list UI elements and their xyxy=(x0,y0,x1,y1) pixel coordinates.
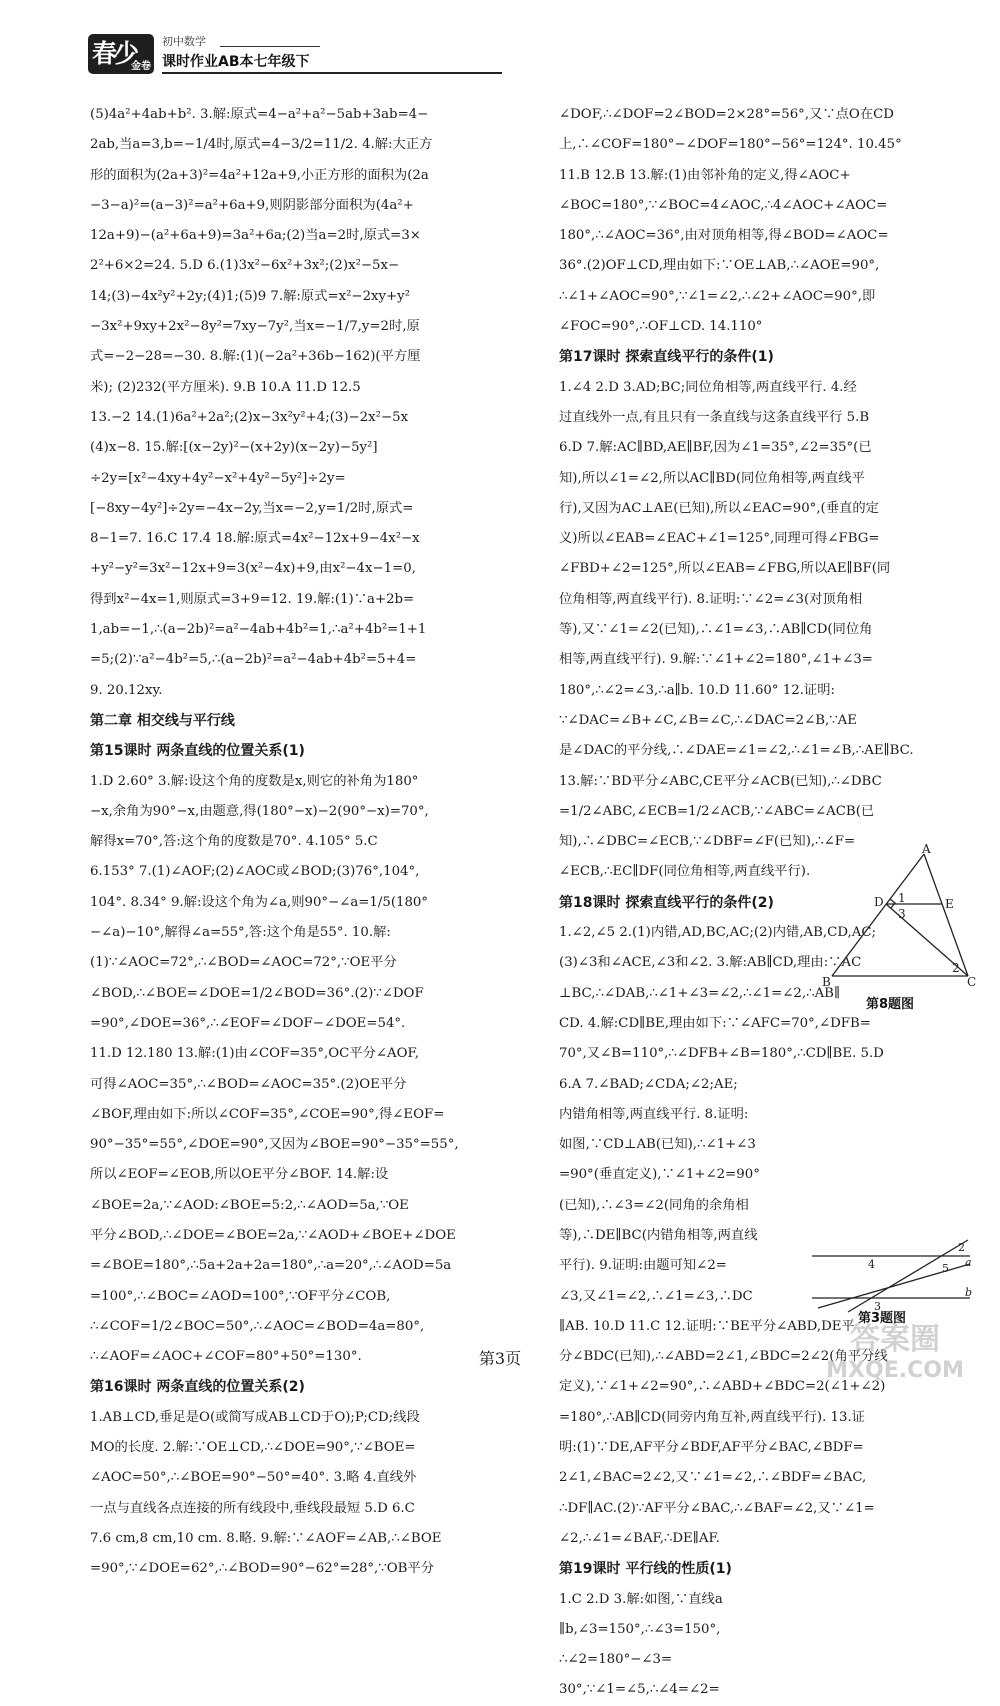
answer-line: 12a+9)−(a²+6a+9)=3a²+6a;(2)当a=2时,原式=3× xyxy=(90,228,421,244)
fig3-caption: 第3题图 xyxy=(858,1311,907,1326)
watermark-text: 答案圈 xyxy=(850,1322,940,1357)
header-underline xyxy=(162,72,502,74)
answer-line: 9. 20.12xy. xyxy=(90,682,163,698)
answer-line: 1.∠4 2.D 3.AD;BC;同位角相等,两直线平行. 4.经 xyxy=(559,379,857,395)
answer-line: ∴∠COF=1/2∠BOC=50°,∴∠AOC=∠BOD=4a=80°, xyxy=(90,1318,425,1334)
answer-line: −3x²+9xy+2x²−8y²=7xy−7y²,当x=−1/7,y=2时,原 xyxy=(90,319,420,335)
section-heading: 第18课时 探索直线平行的条件(2) xyxy=(559,894,774,911)
answer-line: 所以∠EOF=∠EOB,所以OE平分∠BOF. 14.解:设 xyxy=(90,1167,389,1183)
section-heading: 第17课时 探索直线平行的条件(1) xyxy=(559,349,774,366)
answer-line: 90°−35°=55°,∠DOE=90°,又因为∠BOE=90°−35°=55°, xyxy=(90,1137,459,1153)
answer-line: 6.D 7.解:AC∥BD,AE∥BF,因为∠1=35°,∠2=35°(已 xyxy=(559,440,872,456)
answer-line: 36°.(2)OF⊥CD,理由如下:∵OE⊥AB,∴∠AOE=90°, xyxy=(559,258,880,274)
answer-line: (已知),∴∠3=∠2(同角的余角相 xyxy=(559,1197,749,1213)
answer-line: 13.解:∵BD平分∠ABC,CE平分∠ACB(已知),∴∠DBC xyxy=(559,773,882,789)
answer-line: 是∠DAC的平分线,∴∠DAE=∠1=∠2,∴∠1=∠B,∴AE∥BC. xyxy=(559,743,914,759)
section-heading: 第19课时 平行线的性质(1) xyxy=(559,1561,732,1578)
fig8-label: C xyxy=(967,975,977,989)
answer-line: (3)∠3和∠ACE,∠3和∠2. 3.解:AB∥CD,理由:∵AC xyxy=(559,955,862,971)
answer-line: ∠FOC=90°,∴OF⊥CD. 14.110° xyxy=(559,319,763,335)
answer-line: 一点与直线各点连接的所有线段中,垂线段最短 5.D 6.C xyxy=(90,1500,415,1516)
header xyxy=(88,30,508,76)
header-rule xyxy=(220,46,320,47)
answer-line: =∠BOE=180°,∴5a+2a+2a=180°,∴a=20°,∴∠AOD=5a xyxy=(90,1258,452,1274)
book-title: 课时作业AB本七年级下 xyxy=(162,54,310,70)
answer-line: 等),∴DE∥BC(内错角相等,两直线 xyxy=(559,1227,758,1243)
fig8-caption: 第8题图 xyxy=(866,997,915,1012)
fig3-label: 4 xyxy=(868,1258,875,1271)
answer-line: 2ab,当a=3,b=−1/4时,原式=4−3/2=11/2. 4.解:大正方 xyxy=(90,137,433,153)
answer-line: =180°,∴AB∥CD(同旁内角互补,两直线平行). 13.证 xyxy=(559,1409,865,1425)
fig8-label: 1 xyxy=(898,891,906,905)
answer-line: 位角相等,两直线平行). 8.证明:∵∠2=∠3(对顶角相 xyxy=(559,591,863,607)
answer-line: 米); (2)232(平方厘米). 9.B 10.A 11.D 12.5 xyxy=(90,379,361,395)
answer-line: 平分∠BOD,∴∠DOE=∠BOE=2a,∵∠AOD+∠BOE+∠DOE xyxy=(90,1227,456,1243)
answer-line: =100°,∴∠BOC=∠AOD=100°,∵OF平分∠COB, xyxy=(90,1288,391,1304)
answer-line: =1/2∠ABC,∠ECB=1/2∠ACB,∵∠ABC=∠ACB(已 xyxy=(559,803,875,819)
fig3-transversal-1 xyxy=(848,1240,968,1312)
fig3-label: 2 xyxy=(958,1241,965,1254)
answer-line: CD. 4.解:CD∥BE,理由如下:∵∠AFC=70°,∠DFB= xyxy=(559,1015,871,1031)
answer-line: 形的面积为(2a+3)²=4a²+12a+9,小正方形的面积为(2a xyxy=(90,167,429,183)
fig8-line-ab xyxy=(832,854,924,976)
answer-line: 行),又因为AC⊥AE(已知),所以∠EAC=90°,(垂直的定 xyxy=(559,500,879,516)
answer-line: 14;(3)−4x²y²+2y;(4)1;(5)9 7.解:原式=x²−2xy+y² xyxy=(90,288,411,304)
answer-line: ∴∠AOF=∠AOC+∠COF=80°+50°=130°. xyxy=(90,1349,362,1365)
logo-text: 春少 xyxy=(92,39,137,68)
answer-line: =5;(2)∵a²−4b²=5,∴(a−2b)²=a²−4ab+4b²=5+4= xyxy=(90,652,417,668)
answer-line: 上,∴∠COF=180°−∠DOF=180°−56°=124°. 10.45° xyxy=(559,137,902,153)
answer-line: =90°,∵∠DOE=62°,∴∠BOD=90°−62°=28°,∵OB平分 xyxy=(90,1561,435,1577)
answer-line: 104°. 8.34° 9.解:设这个角为∠a,则90°−∠a=1/5(180° xyxy=(90,894,429,910)
answer-line: 明:(1)∵DE,AF平分∠BDF,AF平分∠BAC,∠BDF= xyxy=(559,1440,864,1456)
answer-line: ∠BOC=180°,∵∠BOC=4∠AOC,∴4∠AOC+∠AOC= xyxy=(559,197,888,213)
answer-line: ∠ECB,∴EC∥DF(同位角相等,两直线平行). xyxy=(559,864,811,880)
answer-line: 70°,又∠B=110°,∴∠DFB+∠B=180°,∴CD∥BE. 5.D xyxy=(559,1046,884,1062)
fig8-label: E xyxy=(945,897,954,911)
section-heading: 第二章 相交线与平行线 xyxy=(90,712,235,729)
answer-line: ∠DOF,∴∠DOF=2∠BOD=2×28°=56°,又∵点O在CD xyxy=(559,107,894,122)
answer-line: 解得x=70°,答:这个角的度数是70°. 4.105° 5.C xyxy=(90,834,378,850)
answer-line: ∠FBD+∠2=125°,所以∠EAB=∠FBG,所以AE∥BF(同 xyxy=(559,561,891,577)
section-heading: 第16课时 两条直线的位置关系(2) xyxy=(90,1379,305,1396)
answer-line: 得到x²−4x=1,则原式=3+9=12. 19.解:(1)∵a+2b= xyxy=(90,591,415,607)
answer-line: −3−a)²=(a−3)²=a²+6a+9,则阴影部分面积为(4a²+ xyxy=(90,197,414,213)
answer-line: =90°(垂直定义),∵∠1+∠2=90° xyxy=(559,1167,760,1183)
page-number: 第3页 xyxy=(478,1349,522,1368)
answer-line: 1,ab=−1,∴(a−2b)²=a²−4ab+4b²=1,∴a²+4b²=1+1 xyxy=(90,622,427,638)
answer-line: ∠AOC=50°,∴∠BOE=90°−50°=40°. 3.略 4.直线外 xyxy=(90,1470,417,1486)
answer-line: 180°,∴∠AOC=36°,由对顶角相等,得∠BOD=∠AOC= xyxy=(559,228,889,244)
answer-line: 7.6 cm,8 cm,10 cm. 8.略. 9.解:∵∠AOF=∠AB,∴∠BOE xyxy=(90,1530,442,1546)
answer-line: 式=−2−28=−30. 8.解:(1)(−2a²+36b−162)(平方厘 xyxy=(90,349,421,365)
answer-line: ÷2y=[x²−4xy+4y²−x²+4y²−5y²]÷2y= xyxy=(90,470,346,486)
answer-line: +y²−y²=3x²−12x+9=3(x²−4x)+9,由x²−4x−1=0, xyxy=(90,561,416,577)
answer-line: [−8xy−4y²]÷2y=−4x−2y,当x=−2,y=1/2时,原式= xyxy=(90,500,414,516)
answer-line: 内错角相等,两直线平行. 8.证明: xyxy=(559,1106,749,1122)
logo xyxy=(88,34,154,74)
answer-line: ∴∠1+∠AOC=90°,∵∠1=∠2,∴∠2+∠AOC=90°,即 xyxy=(559,288,876,304)
watermark xyxy=(800,1310,990,1394)
answer-line: 2∠1,∠BAC=2∠2,又∵∠1=∠2,∴∠BDF=∠BAC, xyxy=(559,1470,867,1486)
fig8-label: B xyxy=(822,975,831,989)
answer-line: 可得∠AOC=35°,∴∠BOD=∠AOC=35°.(2)OE平分 xyxy=(90,1076,407,1092)
fig3-label: 5 xyxy=(942,1262,949,1275)
answer-line: ∴DF∥AC.(2)∵AF平分∠BAC,∴∠BAF=∠2,又∵∠1= xyxy=(559,1500,875,1516)
answer-line: 1.∠2,∠5 2.(1)内错,AD,BC,AC;(2)内错,AB,CD,AC; xyxy=(559,925,877,941)
answer-line: ∠BOD,∴∠BOE=∠DOE=1/2∠BOD=36°.(2)∵∠DOF xyxy=(90,985,424,1001)
answer-line: ∠BOF,理由如下:所以∠COF=35°,∠COE=90°,得∠EOF= xyxy=(90,1106,445,1122)
answer-line: (5)4a²+4ab+b². 3.解:原式=4−a²+a²−5ab+3ab=4− xyxy=(90,107,429,122)
answer-line: 相等,两直线平行). 9.解:∵∠1+∠2=180°,∠1+∠3= xyxy=(559,652,873,668)
fig8-label: D xyxy=(874,895,884,909)
answer-line: =90°,∠DOE=36°,∴∠EOF=∠DOF−∠DOE=54°. xyxy=(90,1015,406,1031)
answer-line: 1.AB⊥CD,垂足是O(或简写成AB⊥CD于O);P;CD;线段 xyxy=(90,1409,420,1425)
answer-line: 分∠BDC(已知),∴∠ABD=2∠1,∠BDC=2∠2(角平分线 xyxy=(559,1349,888,1365)
section-heading: 第15课时 两条直线的位置关系(1) xyxy=(90,743,305,760)
answer-line: 1.C 2.D 3.解:如图,∵直线a xyxy=(559,1591,723,1607)
answer-line: 11.D 12.180 13.解:(1)由∠COF=35°,OC平分∠AOF, xyxy=(90,1046,419,1062)
answer-line: 如图,∵CD⊥AB(已知),∴∠1+∠3 xyxy=(559,1137,756,1153)
fig3-label: a xyxy=(965,1256,972,1269)
answer-line: 6.153° 7.(1)∠AOF;(2)∠AOC或∠BOD;(3)76°,104°, xyxy=(90,864,420,880)
answer-line: ⊥BC,∴∠DAB,∴∠1+∠3=∠2,∴∠1=∠2,∴AB∥ xyxy=(559,985,841,1001)
subject-label: 初中数学 xyxy=(162,35,206,48)
answer-line: ∵∠DAC=∠B+∠C,∠B=∠C,∴∠DAC=2∠B,∵AE xyxy=(559,712,857,728)
answer-line: 过直线外一点,有且只有一条直线与这条直线平行 5.B xyxy=(559,409,870,425)
answer-line: 知),所以∠1=∠2,所以AC∥BD(同位角相等,两直线平 xyxy=(559,470,865,486)
fig3-label: 3 xyxy=(874,1300,881,1313)
fig3-label: b xyxy=(965,1286,973,1299)
fig8-label: A xyxy=(922,842,931,856)
answer-line: 义)所以∠EAB=∠EAC+∠1=125°,同理可得∠FBG= xyxy=(559,531,880,547)
answer-line: ∠3,又∠1=∠2,∴∠1=∠3,∴DC xyxy=(559,1288,753,1304)
answer-line: (4)x−8. 15.解:[(x−2y)²−(x+2y)(x−2y)−5y²] xyxy=(90,440,378,456)
answer-line: 平行). 9.证明:由题可知∠2= xyxy=(559,1258,727,1274)
answer-line: 1.D 2.60° 3.解:设这个角的度数是x,则它的补角为180° xyxy=(90,773,419,789)
answer-line: (1)∵∠AOC=72°,∴∠BOD=∠AOC=72°,∵OE平分 xyxy=(90,955,397,971)
answer-line: ∥AB. 10.D 11.C 12.证明:∵BE平分∠ABD,DE平 xyxy=(559,1318,855,1334)
watermark-url: MXQE.COM xyxy=(826,1358,964,1383)
fig8-label: 3 xyxy=(898,907,906,921)
answer-line: 2²+6×2=24. 5.D 6.(1)3x²−6x²+3x²;(2)x²−5x− xyxy=(90,258,400,274)
fig8-line-ac xyxy=(924,854,968,976)
answer-line: 11.B 12.B 13.解:(1)由邻补角的定义,得∠AOC+ xyxy=(559,167,851,183)
answer-line: −∠a)−10°,解得∠a=55°,答:这个角是55°. 10.解: xyxy=(90,925,391,941)
answer-line: MO的长度. 2.解:∵OE⊥CD,∴∠DOE=90°,∵∠BOE= xyxy=(90,1440,416,1456)
fig8-label: 2 xyxy=(952,961,960,975)
logo-sub: 金卷 xyxy=(131,61,151,72)
answer-line: 等),又∵∠1=∠2(已知),∴∠1=∠3,∴AB∥CD(同位角 xyxy=(559,622,873,638)
answer-line: 180°,∴∠2=∠3,∴a∥b. 10.D 11.60° 12.证明: xyxy=(559,682,835,698)
answer-line: 30°,∵∠1=∠5,∴∠4=∠2= xyxy=(559,1682,720,1698)
answer-line: 13.−2 14.(1)6a²+2a²;(2)x−3x²y²+4;(3)−2x²−5x xyxy=(90,409,409,425)
answer-line: ∴∠2=180°−∠3= xyxy=(559,1652,673,1668)
answer-line: 定义),∵∠1+∠2=90°,∴∠ABD+∠BDC=2(∠1+∠2) xyxy=(559,1379,886,1395)
answer-line: ∠2,∴∠1=∠BAF,∴DE∥AF. xyxy=(559,1530,720,1546)
answer-line: 6.A 7.∠BAD;∠CDA;∠2;AE; xyxy=(559,1076,738,1092)
figure-8-triangle xyxy=(818,842,977,1014)
answer-line: ∥b,∠3=150°,∴∠3=150°, xyxy=(559,1621,721,1637)
answer-line: −x,余角为90°−x,由题意,得(180°−x)−2(90°−x)=70°, xyxy=(90,803,429,819)
answer-line: 8−1=7. 16.C 17.4 18.解:原式=4x²−12x+9−4x²−x xyxy=(90,531,420,547)
answer-line: ∠BOE=2a,∵∠AOD:∠BOE=5:2,∴∠AOD=5a,∵OE xyxy=(90,1197,409,1213)
answer-line: 知),∴∠DBC=∠ECB,∵∠DBF=∠F(已知),∴∠F= xyxy=(559,834,856,850)
